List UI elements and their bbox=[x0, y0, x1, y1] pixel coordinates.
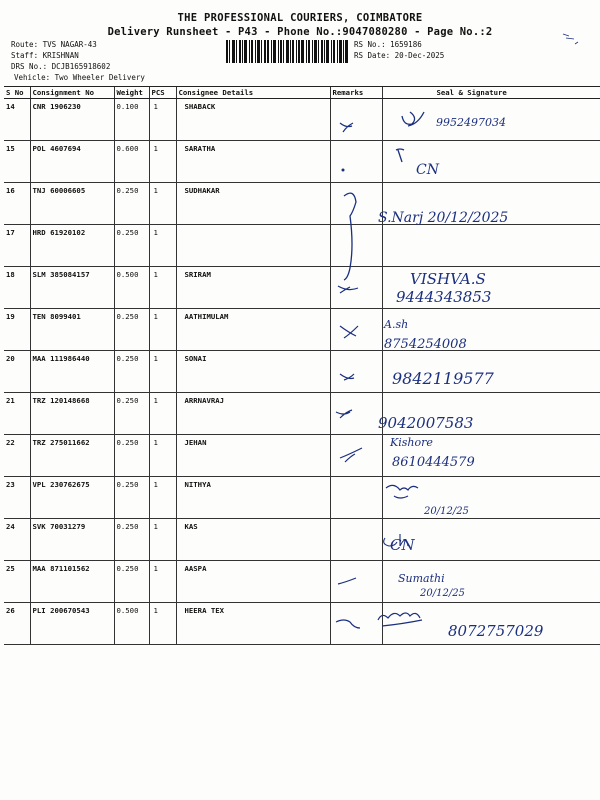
weight-value: 0.600 bbox=[114, 141, 149, 183]
column-header: Seal & Signature bbox=[382, 87, 600, 99]
row-serial-number: 15 bbox=[4, 141, 30, 183]
consignee-name: SHABACK bbox=[176, 99, 330, 141]
weight-value: 0.250 bbox=[114, 351, 149, 393]
consignment-number: VPL 230762675 bbox=[30, 477, 114, 519]
vehicle-label: Vehicle: Two Wheeler Delivery bbox=[14, 73, 145, 82]
route-label: Route: TVS NAGAR-43 bbox=[11, 40, 97, 49]
remark-dot bbox=[342, 169, 345, 172]
row-serial-number: 18 bbox=[4, 267, 30, 309]
consignee-name: HEERA TEX bbox=[176, 603, 330, 645]
column-header: Remarks bbox=[330, 87, 382, 99]
row-serial-number: 19 bbox=[4, 309, 30, 351]
consignee-name: AASPA bbox=[176, 561, 330, 603]
handwritten-phone: 9842119577 bbox=[392, 369, 494, 388]
pieces-count: 1 bbox=[149, 393, 176, 435]
weight-value: 0.500 bbox=[114, 603, 149, 645]
remark-tick-mark bbox=[336, 410, 352, 418]
consignment-number: CNR 1906230 bbox=[30, 99, 114, 141]
weight-value: 0.250 bbox=[114, 477, 149, 519]
handwritten-date: 20/12/25 bbox=[420, 588, 465, 599]
consignee-name: KAS bbox=[176, 519, 330, 561]
pieces-count: 1 bbox=[149, 309, 176, 351]
pieces-count: 1 bbox=[149, 351, 176, 393]
row-serial-number: 17 bbox=[4, 225, 30, 267]
pieces-count: 1 bbox=[149, 99, 176, 141]
pieces-count: 1 bbox=[149, 477, 176, 519]
handwritten-name: VISHVA.S bbox=[410, 270, 486, 288]
row-serial-number: 22 bbox=[4, 435, 30, 477]
handwritten-name: A.sh bbox=[384, 318, 409, 331]
column-header: PCS bbox=[149, 87, 176, 99]
row-serial-number: 23 bbox=[4, 477, 30, 519]
consignment-number: HRD 61920102 bbox=[30, 225, 114, 267]
pieces-count: 1 bbox=[149, 267, 176, 309]
weight-value: 0.250 bbox=[114, 561, 149, 603]
pieces-count: 1 bbox=[149, 141, 176, 183]
consignee-name: ARRNAVRAJ bbox=[176, 393, 330, 435]
column-header: Consignment No bbox=[30, 87, 114, 99]
consignment-number: MAA 111986440 bbox=[30, 351, 114, 393]
row-serial-number: 25 bbox=[4, 561, 30, 603]
consignment-number: TRZ 120148668 bbox=[30, 393, 114, 435]
column-header: Weight bbox=[114, 87, 149, 99]
weight-value: 0.250 bbox=[114, 309, 149, 351]
consignment-number: TNJ 60006605 bbox=[30, 183, 114, 225]
row-serial-number: 21 bbox=[4, 393, 30, 435]
weight-value: 0.250 bbox=[114, 519, 149, 561]
row-serial-number: 20 bbox=[4, 351, 30, 393]
column-header: S No bbox=[4, 87, 30, 99]
pieces-count: 1 bbox=[149, 561, 176, 603]
staff-label: Staff: KRISHNAN bbox=[11, 51, 79, 60]
rs-number: RS No.: 1659186 bbox=[354, 40, 422, 49]
remark-tick-mark bbox=[340, 448, 362, 462]
weight-value: 0.250 bbox=[114, 393, 149, 435]
remark-tick-mark bbox=[338, 578, 356, 584]
consignment-number: TRZ 275011662 bbox=[30, 435, 114, 477]
remark-bracket bbox=[344, 193, 356, 280]
pieces-count: 1 bbox=[149, 183, 176, 225]
handwritten-phone: 9952497034 bbox=[436, 116, 506, 129]
handwritten-phone: 8754254008 bbox=[384, 337, 467, 352]
consignee-name: SARATHA bbox=[176, 141, 330, 183]
pieces-count: 1 bbox=[149, 519, 176, 561]
remark-tick-mark bbox=[338, 286, 358, 293]
consignee-name: SUDHAKAR bbox=[176, 183, 330, 225]
weight-value: 0.250 bbox=[114, 225, 149, 267]
handwritten-date: 20/12/25 bbox=[424, 506, 469, 517]
remark-tick-mark bbox=[336, 620, 360, 628]
document-subtitle: Delivery Runsheet - P43 - Phone No.:9047080280 - Page No.:2 bbox=[107, 26, 493, 38]
pieces-count: 1 bbox=[149, 225, 176, 267]
handwritten-note: CN bbox=[390, 536, 415, 554]
handwritten-phone: 9042007583 bbox=[378, 414, 474, 432]
rs-date: RS Date: 20-Dec-2025 bbox=[354, 51, 445, 60]
consignment-number: SVK 70031279 bbox=[30, 519, 114, 561]
row-serial-number: 14 bbox=[4, 99, 30, 141]
weight-value: 0.250 bbox=[114, 183, 149, 225]
remark-tick-mark bbox=[340, 374, 354, 380]
handwritten-name: Sumathi bbox=[398, 572, 445, 585]
drs-label: DRS No.: DCJB165918602 bbox=[11, 62, 111, 71]
consignee-name: SRIRAM bbox=[176, 267, 330, 309]
handwritten-phone: 8072757029 bbox=[448, 622, 544, 640]
consignment-number: POL 4607694 bbox=[30, 141, 114, 183]
consignment-number: SLM 385084157 bbox=[30, 267, 114, 309]
document-title: THE PROFESSIONAL COURIERS, COIMBATORE bbox=[177, 12, 423, 24]
consignee-name: JEHAN bbox=[176, 435, 330, 477]
consignment-number: MAA 871101562 bbox=[30, 561, 114, 603]
pieces-count: 1 bbox=[149, 435, 176, 477]
pieces-count: 1 bbox=[149, 603, 176, 645]
weight-value: 0.500 bbox=[114, 267, 149, 309]
weight-value: 0.100 bbox=[114, 99, 149, 141]
column-header: Consignee Details bbox=[176, 87, 330, 99]
consignment-number: TEN 8099401 bbox=[30, 309, 114, 351]
handwritten-phone: 8610444579 bbox=[392, 455, 475, 470]
consignment-number: PLI 200670543 bbox=[30, 603, 114, 645]
remark-tick-mark bbox=[340, 123, 353, 132]
remark-tick-mark bbox=[340, 326, 358, 338]
handwritten-signature: S.Narj 20/12/2025 bbox=[378, 210, 509, 226]
handwritten-note: CN bbox=[416, 162, 439, 178]
row-serial-number: 16 bbox=[4, 183, 30, 225]
weight-value: 0.250 bbox=[114, 435, 149, 477]
consignee-name: NITHYA bbox=[176, 477, 330, 519]
row-serial-number: 26 bbox=[4, 603, 30, 645]
consignee-name: SONAI bbox=[176, 351, 330, 393]
row-serial-number: 24 bbox=[4, 519, 30, 561]
handwritten-name: Kishore bbox=[390, 436, 433, 449]
handwritten-phone: 9444343853 bbox=[396, 288, 492, 306]
consignee-name: AATHIMULAM bbox=[176, 309, 330, 351]
